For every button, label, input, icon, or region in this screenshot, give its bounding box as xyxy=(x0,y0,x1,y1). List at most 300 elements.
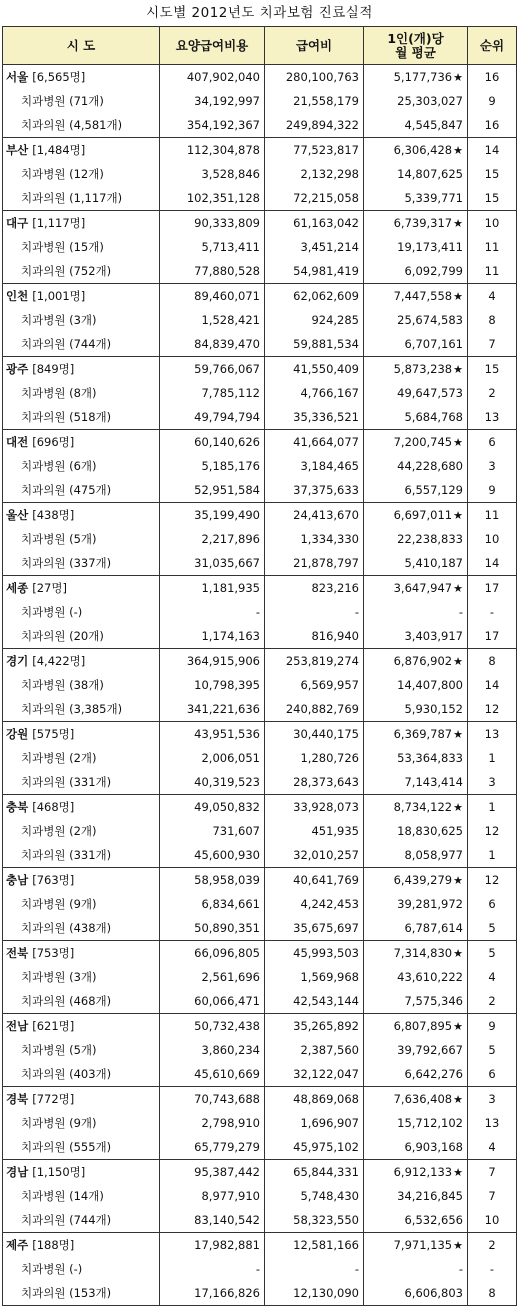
row-label xyxy=(3,1111,160,1135)
region-name: 충남 xyxy=(6,873,29,887)
dental-clinic-row xyxy=(3,989,517,1014)
rank-cell xyxy=(468,113,517,138)
benefit-cell xyxy=(265,1038,364,1062)
rank-cell-value: 1 xyxy=(488,800,496,814)
average-cell xyxy=(364,186,468,211)
dental-hospital-row xyxy=(3,1257,517,1281)
rank-cell xyxy=(468,600,517,624)
average-cell-value: 53,364,833 xyxy=(397,751,463,765)
cost-cell xyxy=(160,795,265,820)
dental-hospital-row xyxy=(3,892,517,916)
facility-type: 치과병원 xyxy=(21,970,66,984)
average-cell-value: 7,143,414 xyxy=(404,775,463,789)
facility-count: (-) xyxy=(69,605,83,619)
benefit-cell-value: 924,285 xyxy=(311,313,359,327)
rank-cell xyxy=(468,527,517,551)
average-cell-value: 4,545,847 xyxy=(404,118,463,132)
rank-cell xyxy=(468,1184,517,1208)
facility-type: 치과병원 xyxy=(21,386,66,400)
rank-cell-value: 10 xyxy=(484,532,500,546)
rank-cell-value: - xyxy=(489,1262,495,1276)
region-name: 전남 xyxy=(6,1019,29,1033)
region-row xyxy=(3,357,517,382)
rank-cell xyxy=(468,308,517,332)
average-cell-value: 5,410,187 xyxy=(404,556,463,570)
dental-hospital-row xyxy=(3,600,517,624)
benefit-cell xyxy=(265,989,364,1014)
cost-cell xyxy=(160,770,265,795)
average-cell xyxy=(364,746,468,770)
benefit-cell xyxy=(265,1184,364,1208)
facility-count: (518개) xyxy=(69,410,112,424)
benefit-cell-value: 253,819,274 xyxy=(285,654,359,668)
rank-cell xyxy=(468,868,517,893)
rank-cell-value: 8 xyxy=(488,1286,496,1300)
cost-cell-value: 49,050,832 xyxy=(194,800,260,814)
benefit-cell xyxy=(265,551,364,576)
average-cell-value: 25,303,027 xyxy=(397,94,463,108)
average-cell-value: 39,281,972 xyxy=(397,897,463,911)
benefit-cell-value: 6,569,957 xyxy=(300,678,359,692)
facility-count: (403개) xyxy=(69,1067,112,1081)
average-cell-value: 6,092,799 xyxy=(404,264,463,278)
dental-hospital-row xyxy=(3,1111,517,1135)
cost-cell-value: 112,304,878 xyxy=(186,143,260,157)
benefit-cell-value: 58,323,550 xyxy=(293,1213,359,1227)
benefit-cell xyxy=(265,1281,364,1306)
cost-cell xyxy=(160,454,265,478)
average-cell-value: 3,647,947 xyxy=(393,581,453,595)
rank-cell-value: 11 xyxy=(484,240,500,254)
benefit-cell-value: 240,882,769 xyxy=(285,702,359,716)
benefit-cell-value: 816,940 xyxy=(311,629,359,643)
facility-type: 치과의원 xyxy=(21,994,66,1008)
average-cell-value: 8,058,977 xyxy=(404,848,463,862)
benefit-cell-value: - xyxy=(354,605,359,619)
average-cell-value: - xyxy=(458,605,463,619)
benefit-cell-value: 65,844,331 xyxy=(293,1165,359,1179)
facility-count: (9개) xyxy=(69,1116,97,1130)
benefit-cell xyxy=(265,770,364,795)
dental-hospital-row xyxy=(3,162,517,186)
rank-cell-value: 14 xyxy=(484,678,500,692)
row-label xyxy=(3,795,160,820)
dentist-count: [575명] xyxy=(32,727,75,741)
dentist-count: [1,117명] xyxy=(32,216,86,230)
rank-cell-value: 11 xyxy=(484,264,500,278)
benefit-cell-value: 1,280,726 xyxy=(300,751,359,765)
region-name: 울산 xyxy=(6,508,29,522)
average-cell xyxy=(364,892,468,916)
facility-count: (71개) xyxy=(69,94,104,108)
cost-cell xyxy=(160,308,265,332)
average-cell xyxy=(364,235,468,259)
cost-cell xyxy=(160,1208,265,1233)
average-cell-value: 8,734,122 xyxy=(393,800,453,814)
facility-count: (4,581개) xyxy=(69,118,123,132)
star-icon: ★ xyxy=(453,1166,463,1179)
rank-cell xyxy=(468,357,517,382)
region-row xyxy=(3,430,517,455)
average-cell xyxy=(364,1014,468,1039)
dental-clinic-row xyxy=(3,478,517,503)
benefit-cell-value: 21,558,179 xyxy=(293,94,359,108)
rank-cell xyxy=(468,259,517,284)
facility-type: 치과의원 xyxy=(21,775,66,789)
header-row xyxy=(3,27,517,65)
dentist-count: [4,422명] xyxy=(32,654,86,668)
region-name: 강원 xyxy=(6,727,29,741)
cost-cell xyxy=(160,478,265,503)
rank-cell xyxy=(468,1135,517,1160)
star-icon: ★ xyxy=(453,582,463,595)
cost-cell xyxy=(160,1062,265,1087)
rank-cell-value: 2 xyxy=(488,1238,496,1252)
benefit-cell xyxy=(265,1062,364,1087)
benefit-cell-value: 1,696,907 xyxy=(300,1116,359,1130)
row-label xyxy=(3,697,160,722)
benefit-cell-value: 2,387,560 xyxy=(300,1043,359,1057)
benefit-cell xyxy=(265,381,364,405)
facility-type: 치과의원 xyxy=(21,848,66,862)
rank-cell xyxy=(468,478,517,503)
facility-count: (744개) xyxy=(69,1213,112,1227)
region-name: 서울 xyxy=(6,70,29,84)
benefit-cell-value: 62,062,609 xyxy=(293,289,359,303)
benefit-cell-value: 1,334,330 xyxy=(300,532,359,546)
average-cell xyxy=(364,600,468,624)
benefit-cell-value: 61,163,042 xyxy=(293,216,359,230)
rank-cell-value: 2 xyxy=(488,386,496,400)
rank-cell xyxy=(468,649,517,674)
benefit-cell-value: 41,664,077 xyxy=(293,435,359,449)
rank-cell-value: 6 xyxy=(488,1067,496,1081)
cost-cell-value: 10,798,395 xyxy=(194,678,260,692)
benefit-cell-value: 3,184,465 xyxy=(300,459,359,473)
average-cell-value: 49,647,573 xyxy=(397,386,463,400)
benefit-cell xyxy=(265,892,364,916)
benefit-cell-value: 33,928,073 xyxy=(293,800,359,814)
facility-type: 치과병원 xyxy=(21,313,66,327)
cost-cell-value: 364,915,906 xyxy=(186,654,260,668)
facility-count: (-) xyxy=(69,1262,83,1276)
rank-cell-value: 7 xyxy=(488,337,496,351)
dentist-count: [763명] xyxy=(32,873,75,887)
benefit-cell-value: 41,550,409 xyxy=(293,362,359,376)
rank-cell-value: 1 xyxy=(488,751,496,765)
rank-cell xyxy=(468,697,517,722)
region-row xyxy=(3,795,517,820)
benefit-cell xyxy=(265,357,364,382)
dentist-count: [188명] xyxy=(32,1238,75,1252)
region-row xyxy=(3,1087,517,1112)
benefit-cell-value: 35,675,697 xyxy=(293,921,359,935)
cost-cell-value: 89,460,071 xyxy=(194,289,260,303)
dentist-count: [1,001명] xyxy=(32,289,86,303)
region-name: 대구 xyxy=(6,216,29,230)
region-row xyxy=(3,1233,517,1258)
row-label xyxy=(3,332,160,357)
dental-hospital-row xyxy=(3,1184,517,1208)
rank-cell-value: 5 xyxy=(488,946,496,960)
row-label xyxy=(3,113,160,138)
rank-cell-value: 8 xyxy=(488,313,496,327)
dentist-count: [438명] xyxy=(32,508,75,522)
average-cell xyxy=(364,89,468,113)
cost-cell-value: 45,610,669 xyxy=(194,1067,260,1081)
dental-clinic-row xyxy=(3,624,517,649)
row-label xyxy=(3,478,160,503)
dental-clinic-row xyxy=(3,332,517,357)
rank-cell xyxy=(468,381,517,405)
rank-cell xyxy=(468,89,517,113)
benefit-cell xyxy=(265,624,364,649)
facility-count: (337개) xyxy=(69,556,112,570)
average-cell-value: 39,792,667 xyxy=(397,1043,463,1057)
facility-count: (20개) xyxy=(69,629,104,643)
average-cell xyxy=(364,576,468,601)
dental-hospital-row xyxy=(3,965,517,989)
rank-cell-value: 7 xyxy=(488,1165,496,1179)
facility-count: (8개) xyxy=(69,386,97,400)
rank-cell-value: 6 xyxy=(488,897,496,911)
average-cell xyxy=(364,381,468,405)
rank-cell xyxy=(468,916,517,941)
facility-type: 치과병원 xyxy=(21,751,66,765)
rank-cell-value: 9 xyxy=(488,1019,496,1033)
facility-type: 치과의원 xyxy=(21,191,66,205)
cost-cell xyxy=(160,576,265,601)
cost-cell-value: 3,860,234 xyxy=(201,1043,260,1057)
dentist-count: [1,484명] xyxy=(32,143,86,157)
facility-count: (752개) xyxy=(69,264,112,278)
average-cell-value: 7,971,135 xyxy=(393,1238,453,1252)
average-cell xyxy=(364,1038,468,1062)
rank-cell xyxy=(468,892,517,916)
average-cell-value: 6,787,614 xyxy=(404,921,463,935)
row-label xyxy=(3,624,160,649)
row-label xyxy=(3,138,160,163)
benefit-cell xyxy=(265,138,364,163)
average-cell xyxy=(364,1111,468,1135)
dentist-count: [6,565명] xyxy=(32,70,86,84)
rank-cell-value: 15 xyxy=(484,191,500,205)
row-label xyxy=(3,162,160,186)
cost-cell xyxy=(160,332,265,357)
facility-type: 치과병원 xyxy=(21,167,66,181)
rank-cell xyxy=(468,332,517,357)
region-name: 인천 xyxy=(6,289,29,303)
facility-count: (2개) xyxy=(69,824,97,838)
benefit-cell xyxy=(265,941,364,966)
rank-cell-value: 5 xyxy=(488,1043,496,1057)
row-label xyxy=(3,211,160,236)
average-cell xyxy=(364,649,468,674)
benefit-cell xyxy=(265,89,364,113)
cost-cell xyxy=(160,1087,265,1112)
cost-cell xyxy=(160,186,265,211)
facility-type: 치과병원 xyxy=(21,1262,66,1276)
row-label xyxy=(3,1208,160,1233)
benefit-cell-value: 12,130,090 xyxy=(293,1286,359,1300)
average-cell xyxy=(364,722,468,747)
benefit-cell xyxy=(265,649,364,674)
facility-count: (555개) xyxy=(69,1140,112,1154)
cost-cell xyxy=(160,624,265,649)
dentist-count: [1,150명] xyxy=(32,1165,86,1179)
row-label xyxy=(3,503,160,528)
rank-cell xyxy=(468,405,517,430)
cost-cell xyxy=(160,1038,265,1062)
rank-cell-value: 7 xyxy=(488,1189,496,1203)
cost-cell-value: 2,798,910 xyxy=(201,1116,260,1130)
facility-count: (5개) xyxy=(69,532,97,546)
rank-cell xyxy=(468,235,517,259)
facility-type: 치과병원 xyxy=(21,94,66,108)
facility-count: (3개) xyxy=(69,313,97,327)
benefit-cell xyxy=(265,527,364,551)
cost-cell-value: 354,192,367 xyxy=(186,118,260,132)
region-row xyxy=(3,211,517,236)
rank-cell xyxy=(468,941,517,966)
facility-type: 치과병원 xyxy=(21,824,66,838)
dental-clinic-row xyxy=(3,259,517,284)
cost-cell xyxy=(160,1281,265,1306)
cost-cell xyxy=(160,965,265,989)
facility-count: (744개) xyxy=(69,337,112,351)
rank-cell-value: 5 xyxy=(488,921,496,935)
cost-cell xyxy=(160,357,265,382)
rank-cell-value: 14 xyxy=(484,143,500,157)
dental-hospital-row xyxy=(3,527,517,551)
facility-type: 치과의원 xyxy=(21,556,66,570)
cost-cell xyxy=(160,892,265,916)
average-cell-value: 7,200,745 xyxy=(393,435,453,449)
table-body xyxy=(3,65,517,1306)
cost-cell xyxy=(160,843,265,868)
rank-cell xyxy=(468,624,517,649)
average-cell xyxy=(364,697,468,722)
facility-count: (331개) xyxy=(69,848,112,862)
benefit-cell xyxy=(265,673,364,697)
average-cell xyxy=(364,503,468,528)
benefit-cell xyxy=(265,1160,364,1185)
cost-cell xyxy=(160,138,265,163)
average-cell-value: 5,873,238 xyxy=(393,362,453,376)
cost-cell-value: - xyxy=(255,1262,260,1276)
benefit-cell-value: 24,413,670 xyxy=(293,508,359,522)
cost-cell xyxy=(160,989,265,1014)
facility-count: (9개) xyxy=(69,897,97,911)
facility-count: (12개) xyxy=(69,167,104,181)
rank-cell xyxy=(468,138,517,163)
region-name: 경기 xyxy=(6,654,29,668)
dental-clinic-row xyxy=(3,1062,517,1087)
dental-clinic-row xyxy=(3,186,517,211)
facility-count: (15개) xyxy=(69,240,104,254)
row-label xyxy=(3,892,160,916)
row-label xyxy=(3,381,160,405)
cost-cell-value: 1,528,421 xyxy=(201,313,260,327)
facility-count: (6개) xyxy=(69,459,97,473)
cost-cell xyxy=(160,1111,265,1135)
row-label xyxy=(3,284,160,309)
benefit-cell xyxy=(265,1233,364,1258)
rank-cell-value: 17 xyxy=(484,629,500,643)
rank-cell xyxy=(468,1062,517,1087)
cost-cell-value: 60,066,471 xyxy=(194,994,260,1008)
cost-cell-value: 2,217,896 xyxy=(201,532,260,546)
benefit-cell-value: 28,373,643 xyxy=(293,775,359,789)
average-cell-value: 6,912,133 xyxy=(393,1165,453,1179)
cost-cell xyxy=(160,1135,265,1160)
average-cell-value: 43,610,222 xyxy=(397,970,463,984)
header-region: 시 도 xyxy=(3,27,160,65)
cost-cell-value: 17,166,826 xyxy=(194,1286,260,1300)
dentist-count: [621명] xyxy=(32,1019,75,1033)
rank-cell xyxy=(468,576,517,601)
cost-cell xyxy=(160,722,265,747)
star-icon: ★ xyxy=(453,874,463,887)
region-row xyxy=(3,868,517,893)
cost-cell-value: 58,958,039 xyxy=(194,873,260,887)
rank-cell-value: 12 xyxy=(484,873,500,887)
dentist-count: [27명] xyxy=(32,581,67,595)
row-label xyxy=(3,989,160,1014)
cost-cell-value: 2,006,051 xyxy=(201,751,260,765)
average-cell xyxy=(364,795,468,820)
average-cell-value: 6,903,168 xyxy=(404,1140,463,1154)
cost-cell-value: 90,333,809 xyxy=(194,216,260,230)
average-cell-value: 7,314,830 xyxy=(393,946,453,960)
row-label xyxy=(3,600,160,624)
benefit-cell xyxy=(265,576,364,601)
rank-cell-value: 12 xyxy=(484,824,500,838)
benefit-cell-value: 2,132,298 xyxy=(300,167,359,181)
star-icon: ★ xyxy=(453,947,463,960)
benefit-cell-value: 280,100,763 xyxy=(285,70,359,84)
benefit-cell xyxy=(265,503,364,528)
row-label xyxy=(3,1281,160,1306)
rank-cell-value: 13 xyxy=(484,727,500,741)
rank-cell-value: 17 xyxy=(484,581,500,595)
rank-cell-value: 16 xyxy=(484,70,500,84)
rank-cell-value: 15 xyxy=(484,362,500,376)
benefit-cell-value: 21,878,797 xyxy=(293,556,359,570)
facility-count: (1,117개) xyxy=(69,191,123,205)
dentist-count: [753명] xyxy=(32,946,75,960)
rank-cell-value: 16 xyxy=(484,118,500,132)
average-cell xyxy=(364,478,468,503)
rank-cell-value: 9 xyxy=(488,94,496,108)
dental-hospital-row xyxy=(3,746,517,770)
average-cell-value: 34,216,845 xyxy=(397,1189,463,1203)
star-icon: ★ xyxy=(453,1093,463,1106)
star-icon: ★ xyxy=(453,217,463,230)
benefit-cell xyxy=(265,235,364,259)
rank-cell-value: 3 xyxy=(488,775,496,789)
cost-cell-value: 45,600,930 xyxy=(194,848,260,862)
rank-cell xyxy=(468,722,517,747)
rank-cell xyxy=(468,843,517,868)
rank-cell xyxy=(468,551,517,576)
rank-cell xyxy=(468,454,517,478)
benefit-cell xyxy=(265,1014,364,1039)
facility-type: 치과병원 xyxy=(21,459,66,473)
region-row xyxy=(3,576,517,601)
row-label xyxy=(3,527,160,551)
average-cell xyxy=(364,1135,468,1160)
